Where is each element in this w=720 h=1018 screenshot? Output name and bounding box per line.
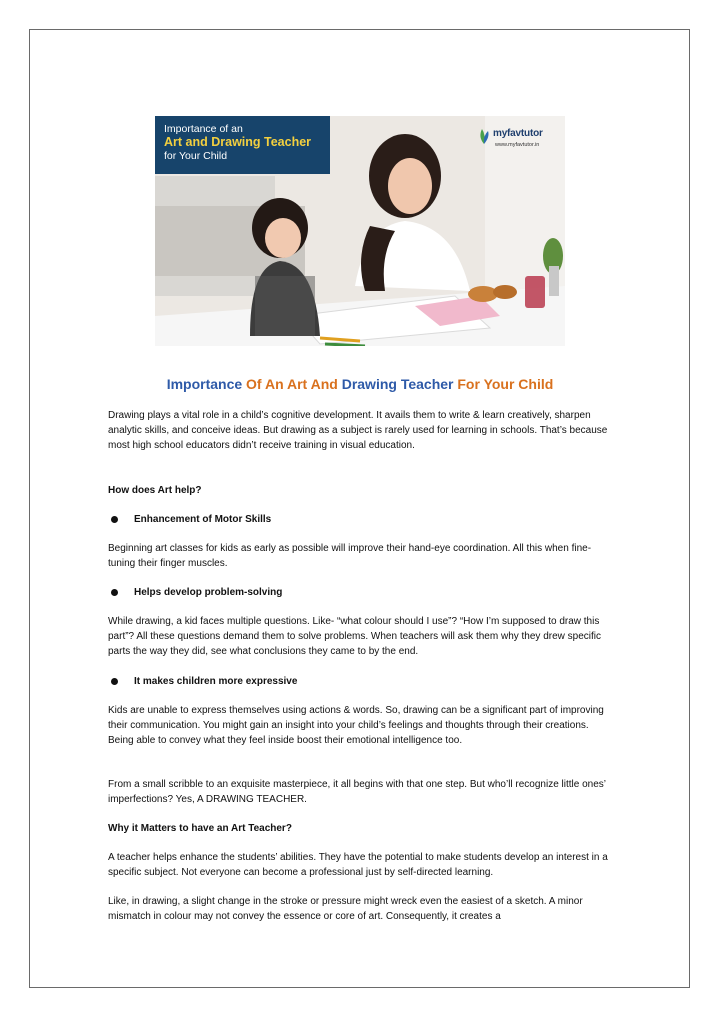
problem-solving-paragraph: While drawing, a kid faces multiple questions. Like- “what colour should I use”? “How I’m supposed to draw this part”? All these questions demand them to solve problems. When teachers will ask them why they drew specific parts the way they did, see what conclusions they came to by the end. xyxy=(108,616,602,658)
hero-title-line2: Art and Drawing Teacher xyxy=(164,135,312,149)
section-title-art-help: How does Art help? xyxy=(108,485,202,496)
section-title-why-teacher: Why it Matters to have an Art Teacher? xyxy=(108,823,292,834)
document-heading xyxy=(0,376,720,392)
heading-part2: Of An Art And xyxy=(246,376,342,392)
logo-name: myfavtutor xyxy=(493,128,543,139)
hero-image xyxy=(155,116,565,346)
scribble-paragraph: From a small scribble to an exquisite masterpiece, it all begins with that one step. But who’ll recognize little ones’ imperfections? Yes, A DRAWING TEACHER. xyxy=(108,779,606,806)
leaf-logo-icon xyxy=(477,127,491,145)
hero-title-line1: Importance of an xyxy=(164,123,243,135)
heading-part4: For Your Child xyxy=(457,376,554,392)
bullet-label: Enhancement of Motor Skills xyxy=(134,514,272,525)
bullet-label: It makes children more expressive xyxy=(134,676,298,687)
logo-url: www.myfavtutor.in xyxy=(495,142,540,148)
motor-skills-paragraph: Beginning art classes for kids as early as possible will improve their hand-eye coordination. All this when fine-tuning their finger muscles. xyxy=(108,543,592,570)
bullet-dot-icon xyxy=(111,678,118,685)
myfavtutor-logo xyxy=(477,124,559,160)
bullet-dot-icon xyxy=(111,589,118,596)
hero-title-line3: for Your Child xyxy=(164,150,228,162)
heading-part1: Importance xyxy=(166,376,247,392)
bullet-label: Helps develop problem-solving xyxy=(134,587,283,598)
hero-banner-title xyxy=(155,116,330,174)
heading-part3: Drawing Teacher xyxy=(341,376,458,392)
teacher-paragraph: A teacher helps enhance the students’ abilities. They have the potential to make students develop an interest in a specific subject. Not everyone can become a professional just by self-directed learning. xyxy=(108,852,608,879)
intro-paragraph: Drawing plays a vital role in a child’s cognitive development. It avails them to write & learn creatively, sharpen analytic skills, and conceive ideas. But drawing as a subject is rarely used for learning in schools. That’s because most high school educators didn’t receive training in visual education. xyxy=(108,410,608,452)
bullet-dot-icon xyxy=(111,516,118,523)
like-paragraph: Like, in drawing, a slight change in the stroke or pressure might wreck even the easiest of a sketch. A minor mismatch in colour may not convey the essence or core of art. Consequently, it creates a xyxy=(108,896,583,923)
expressive-paragraph: Kids are unable to express themselves using actions & words. So, drawing can be a significant part of improving their communication. You might gain an insight into your child’s feelings and thoughts through their creations. Being able to convey what they feel inside boost their emotional intelligence too. xyxy=(108,705,604,747)
